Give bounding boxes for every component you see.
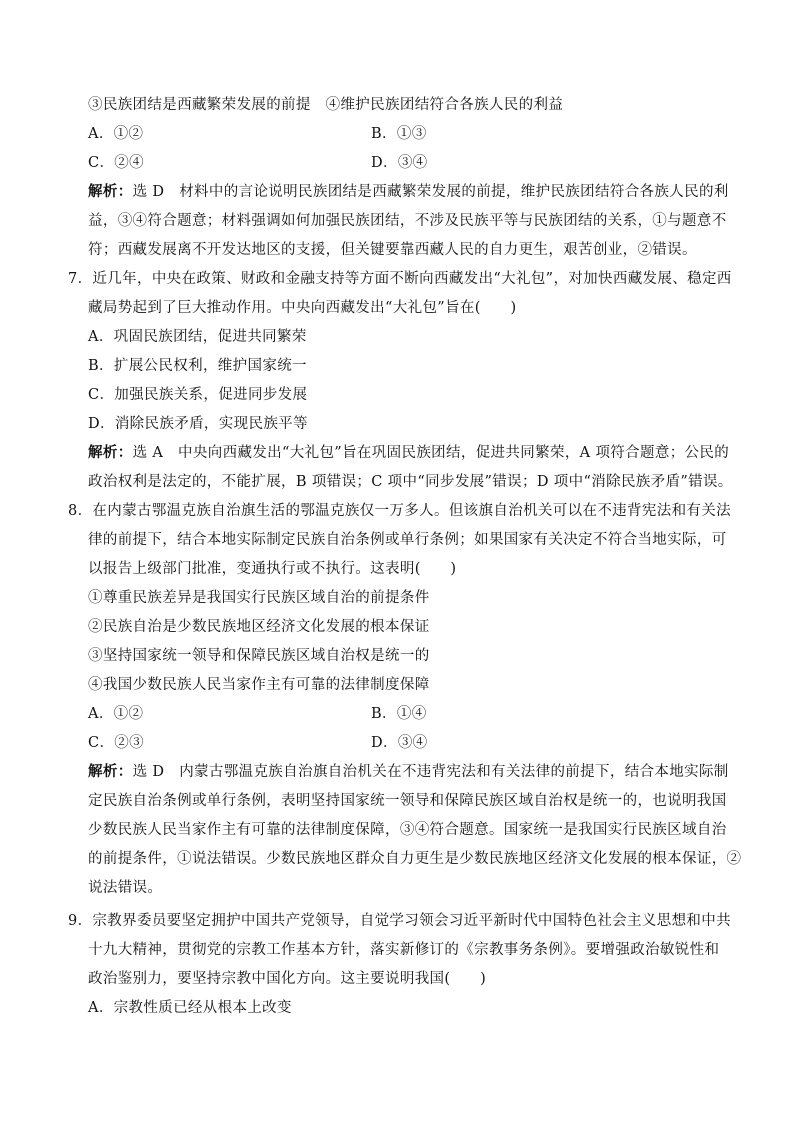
q8-stem-line-1: 8．在内蒙古鄂温克族自治旗生活的鄂温克族仅一万多人。但该旗自治机关可以在不违背宪法和有关法 bbox=[68, 503, 731, 519]
q9-option-a: A．宗教性质已经从根本上改变 bbox=[88, 1000, 292, 1016]
q8-analysis-line-1 bbox=[88, 762, 729, 782]
q8-analysis-line-2: 定民族自治条例或单行条例，表明坚持国家统一领导和保障民族区域自治权是统一的，也说明我国 bbox=[88, 793, 727, 809]
q7-analysis-line-2: 政治权利是法定的，不能扩展，B 项错误；C 项中“同步发展”错误；D 项中“消除民族矛盾”错误。 bbox=[88, 474, 733, 490]
q8-choice-c: C．②③ bbox=[88, 735, 144, 751]
q6-analysis-line-3: 符；西藏发展离不开发达地区的支援，但关键要靠西藏人民的自力更生，艰苦创业，②错误。 bbox=[88, 242, 697, 258]
q6-analysis-line-2: 益，③④符合题意；材料强调如何加强民族团结，不涉及民族平等与民族团结的关系，①与题意不 bbox=[88, 213, 727, 229]
q6-analysis-line-1 bbox=[88, 182, 729, 202]
q6-choice-b: B．①③ bbox=[371, 126, 427, 142]
q6-analysis-label: 解析： bbox=[88, 183, 133, 200]
q8-stem-line-3: 以报告上级部门批准，变通执行或不执行。这表明( ) bbox=[88, 561, 457, 577]
q8-choice-b: B．①④ bbox=[371, 706, 427, 722]
q7-option-d: D．消除民族矛盾，实现民族平等 bbox=[88, 416, 308, 432]
q7-analysis-line-1 bbox=[88, 443, 729, 463]
q7-stem-line-2: 藏局势起到了巨大推动作用。中央向西藏发出“大礼包”旨在( ) bbox=[88, 300, 517, 316]
q8-statement-4: ④我国少数民族人民当家作主有可靠的法律制度保障 bbox=[88, 677, 430, 693]
q8-analysis-line-3: 少数民族人民当家作主有可靠的法律制度保障，③④符合题意。国家统一是我国实行民族区域自治 bbox=[88, 822, 727, 838]
q8-analysis-text-1: 选 D 内蒙古鄂温克族自治旗自治机关在不违背宪法和有关法律的前提下，结合本地实际制 bbox=[132, 764, 729, 780]
q6-choice-c: C．②④ bbox=[88, 155, 144, 171]
q6-analysis-text-1: 选 D 材料中的言论说明民族团结是西藏繁荣发展的前提，维护民族团结符合各族人民的利 bbox=[132, 184, 729, 200]
q9-stem-line-2: 十九大精神，贯彻党的宗教工作基本方针，落实新修订的《宗教事务条例》。要增强政治敏锐性和 bbox=[88, 942, 720, 958]
q8-analysis-label: 解析： bbox=[88, 763, 133, 780]
q7-stem-line-1: 7．近几年，中央在政策、财政和金融支持等方面不断向西藏发出“大礼包”，对加快西藏发展、稳定西 bbox=[68, 271, 732, 287]
q8-statement-3: ③坚持国家统一领导和保障民族区域自治权是统一的 bbox=[88, 648, 430, 664]
q7-option-c: C．加强民族关系，促进同步发展 bbox=[88, 387, 308, 403]
q8-analysis-line-5: 说法错误。 bbox=[88, 880, 163, 896]
q7-analysis-text-1: 选 A 中央向西藏发出“大礼包”旨在巩固民族团结，促进共同繁荣，A 项符合题意；公民的 bbox=[132, 445, 730, 461]
q8-statement-2: ②民族自治是少数民族地区经济文化发展的根本保证 bbox=[88, 619, 430, 635]
q7-option-b: B．扩展公民权利，维护国家统一 bbox=[88, 358, 307, 374]
q8-stem-line-2: 律的前提下，结合本地实际制定民族自治条例或单行条例；如果国家有关决定不符合当地实际，可 bbox=[88, 532, 727, 548]
q6-choice-a: A．①② bbox=[88, 126, 144, 142]
q7-option-a: A．巩固民族团结，促进共同繁荣 bbox=[88, 329, 307, 345]
q9-stem-line-1: 9．宗教界委员要坚定拥护中国共产党领导，自觉学习领会习近平新时代中国特色社会主义思想和中共 bbox=[68, 913, 731, 929]
q6-choice-d: D．③④ bbox=[371, 155, 428, 171]
q8-choice-d: D．③④ bbox=[371, 735, 428, 751]
q8-analysis-line-4: 的前提条件，①说法错误。少数民族地区群众自力更生是少数民族地区经济文化发展的根本保证，② bbox=[88, 851, 742, 867]
q6-statement-line: ③民族团结是西藏繁荣发展的前提 ④维护民族团结符合各族人民的利益 bbox=[88, 97, 564, 113]
q7-analysis-label: 解析： bbox=[88, 444, 133, 461]
q8-choice-a: A．①② bbox=[88, 706, 144, 722]
q9-stem-line-3: 政治鉴别力，要坚持宗教中国化方向。这主要说明我国( ) bbox=[88, 971, 487, 987]
q8-statement-1: ①尊重民族差异是我国实行民族区域自治的前提条件 bbox=[88, 590, 430, 606]
